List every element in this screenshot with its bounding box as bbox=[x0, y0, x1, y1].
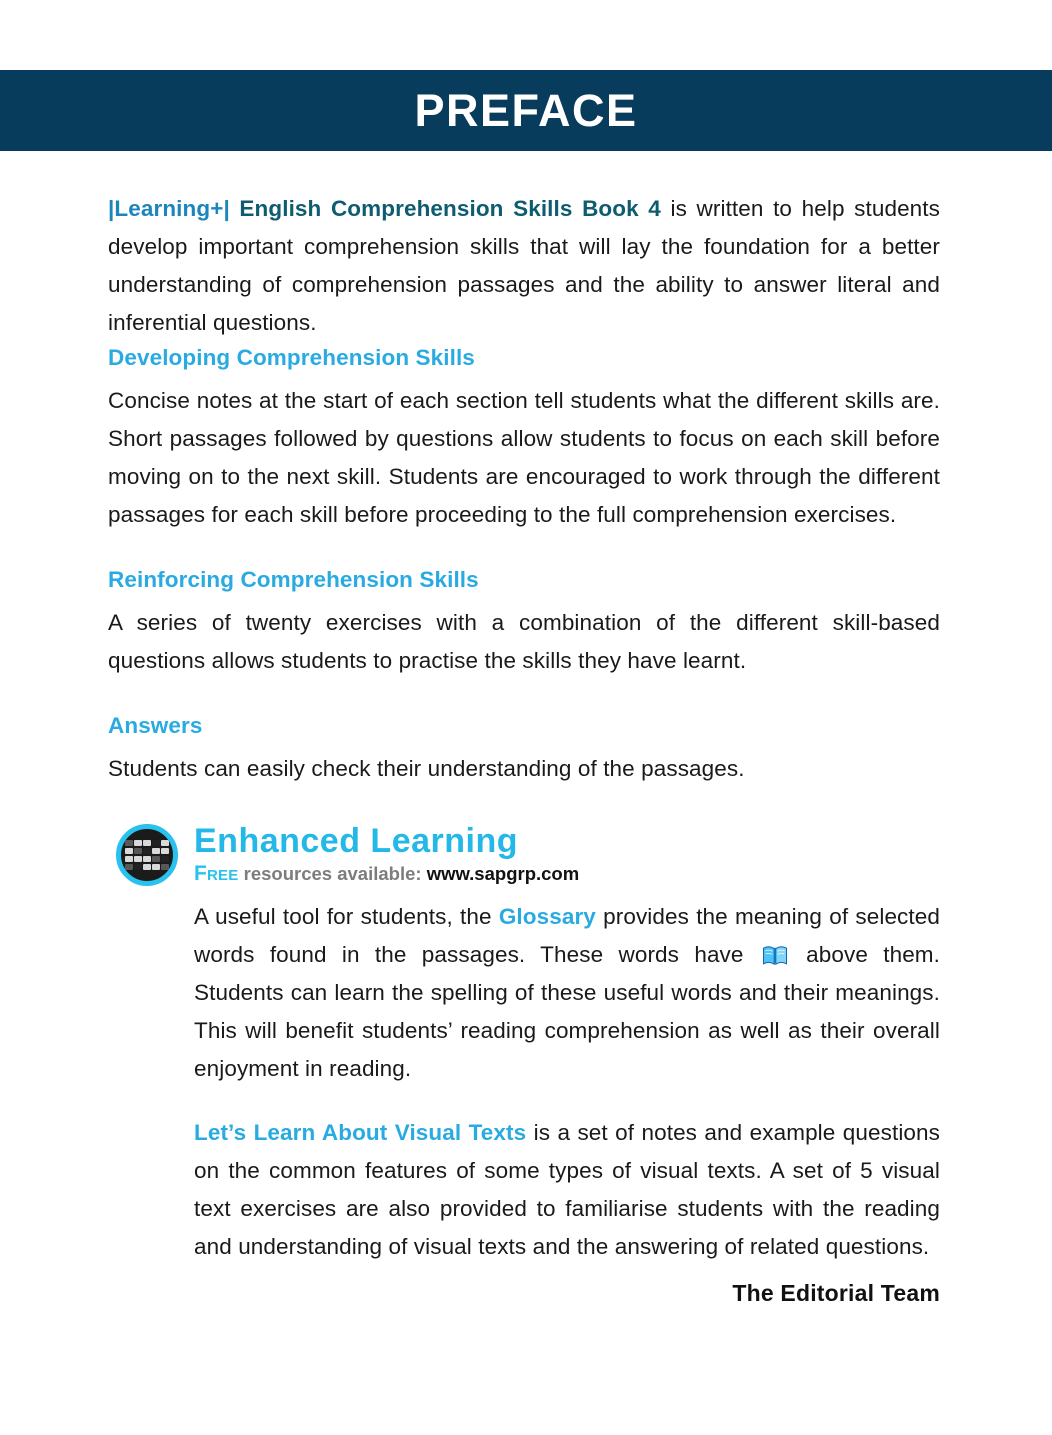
sap-website-url[interactable]: www.sapgrp.com bbox=[426, 862, 580, 884]
indented-paragraphs bbox=[194, 898, 940, 1266]
open-book-icon bbox=[762, 940, 788, 961]
section-answers bbox=[108, 710, 940, 788]
enhanced-learning-subtitle bbox=[194, 862, 579, 886]
film-grid-icon-cells bbox=[125, 840, 169, 870]
glossary-part2: provides the meaning of selected words found in the passages. These words have bbox=[194, 904, 940, 967]
brand-book-title: English Comprehension Skills Book 4 bbox=[229, 196, 661, 221]
section-body-answers: Students can easily check their understanding of the passages. bbox=[108, 756, 745, 781]
brand-learning-plus: |Learning+| bbox=[108, 196, 230, 221]
section-heading-developing: Developing Comprehension Skills bbox=[108, 345, 475, 370]
enhanced-learning-texts bbox=[194, 824, 579, 886]
glossary-keyword: Glossary bbox=[498, 904, 596, 929]
enhanced-learning-logo bbox=[116, 824, 940, 886]
section-body-reinforcing: A series of twenty exercises with a combination of the different skill-based questions allows students to practise the skills they have learnt. bbox=[108, 610, 940, 673]
visual-texts-paragraph bbox=[194, 1114, 940, 1266]
section-heading-reinforcing: Reinforcing Comprehension Skills bbox=[108, 567, 479, 592]
page-title: PREFACE bbox=[414, 85, 638, 136]
page-banner bbox=[0, 70, 1052, 151]
film-grid-icon bbox=[116, 824, 178, 886]
free-label: Free bbox=[194, 861, 239, 885]
glossary-part1: A useful tool for students, the bbox=[194, 904, 499, 929]
glossary-paragraph bbox=[194, 898, 940, 1088]
section-reinforcing bbox=[108, 564, 940, 680]
intro-paragraph bbox=[108, 190, 940, 342]
visual-texts-keyword: Let’s Learn About Visual Texts bbox=[194, 1120, 527, 1145]
visual-texts-rest: is a set of notes and example questions on the common features of some types of visual texts. A set of 5 visual text exercises are also provided to familiarise students with the reading and understanding of visual texts and the answering of related questions. bbox=[194, 1120, 940, 1259]
section-developing bbox=[108, 342, 940, 534]
section-body-developing: Concise notes at the start of each section tell students what the different skills are. Short passages followed by questions allow students to focus on each skill before moving on to the next skill. Students are encouraged to work through the different passages for each skill before proceeding to the full comprehension exercises. bbox=[108, 388, 940, 527]
signature-editorial-team: The Editorial Team bbox=[732, 1280, 940, 1306]
intro-rest: is written to help students develop important comprehension skills that will lay the foundation for a better understanding of comprehension passages and the ability to answer literal and inferential questions. bbox=[108, 196, 940, 335]
enhanced-learning-title: Enhanced Learning bbox=[194, 822, 518, 861]
section-heading-answers: Answers bbox=[108, 713, 203, 738]
preface-content bbox=[108, 190, 940, 1266]
glossary-part3: above them. Students can learn the spelling of these useful words and their meanings. This will benefit students’ reading comprehension as well as their overall enjoyment in reading. bbox=[194, 942, 941, 1081]
resources-label: resources available: bbox=[238, 862, 427, 884]
